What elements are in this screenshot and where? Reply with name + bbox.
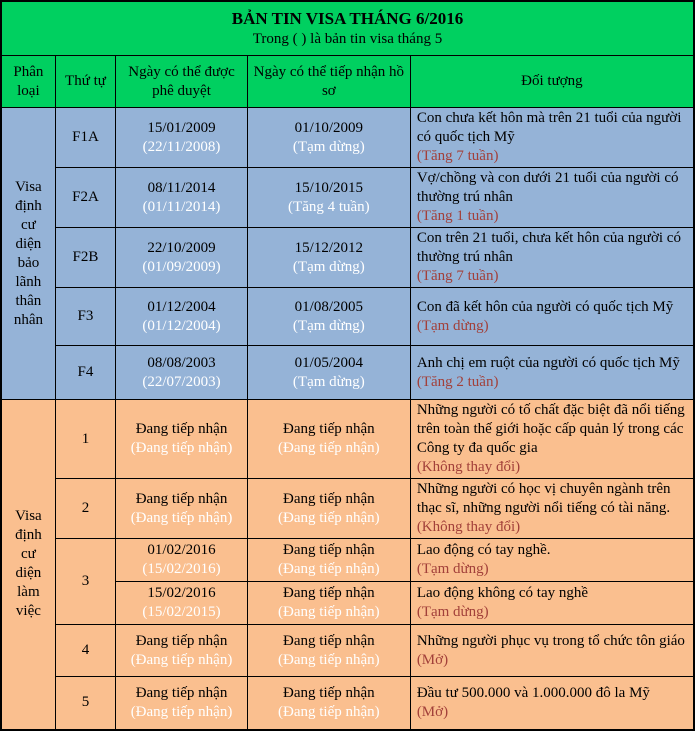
approval-status: Đang tiếp nhận <box>135 632 228 649</box>
category-code: F1A <box>55 108 115 168</box>
category-code: 4 <box>55 625 115 677</box>
change-note: (Mở) <box>416 651 449 668</box>
subject-text: Con trên 21 tuổi, chưa kết hôn của người có thường trú nhân <box>416 230 681 265</box>
page-title: BẢN TIN VISA THÁNG 6/2016 <box>231 9 464 28</box>
approval-cell <box>116 168 248 228</box>
subject-cell <box>410 479 694 539</box>
receipt-date: 15/12/2012 <box>294 239 364 256</box>
subject-cell <box>410 400 694 479</box>
approval-date: 08/08/2003 <box>147 354 216 371</box>
approval-prev: (Đang tiếp nhận) <box>130 509 233 526</box>
change-note: (Không thay đổi) <box>416 519 521 535</box>
subject-cell <box>410 228 694 288</box>
approval-cell <box>116 346 248 400</box>
receipt-status: Đang tiếp nhận <box>283 585 375 601</box>
subject-text: Những người có học vị chuyên ngành trên thạc sĩ, những người nổi tiếng có tài năng. <box>416 481 671 516</box>
approval-cell <box>116 400 248 479</box>
receipt-cell <box>247 400 410 479</box>
receipt-date: 01/08/2005 <box>294 298 364 315</box>
receipt-prev: (Đang tiếp nhận) <box>278 509 380 526</box>
approval-cell <box>116 677 248 730</box>
work-visa-group <box>1 400 694 730</box>
approval-prev: (Đang tiếp nhận) <box>130 703 233 720</box>
change-note: (Tạm dừng) <box>416 561 489 577</box>
change-note: (Tăng 2 tuần) <box>416 373 499 390</box>
subject-cell <box>410 539 694 582</box>
approval-status: Đang tiếp nhận <box>135 490 228 507</box>
bulletin-title <box>1 1 694 56</box>
approval-date: 15/01/2009 <box>147 119 216 136</box>
approval-prev: (22/11/2008) <box>142 138 221 155</box>
table-row-f4 <box>1 346 694 400</box>
change-note: (Mở) <box>416 703 449 720</box>
subject-text: Vợ/chồng và con dưới 21 tuổi của người có thường trú nhân <box>416 170 679 205</box>
subject-text: Con đã kết hôn của người có quốc tịch Mỹ <box>416 298 674 315</box>
approval-status: Đang tiếp nhận <box>135 421 228 437</box>
subject-cell <box>410 108 694 168</box>
header-row <box>1 56 694 108</box>
category-code: F4 <box>55 346 115 400</box>
subject-cell <box>410 346 694 400</box>
receipt-status: Đang tiếp nhận <box>283 490 375 507</box>
receipt-prev: (Tạm dừng) <box>292 138 365 155</box>
receipt-cell <box>247 228 410 288</box>
category-code: 1 <box>55 400 115 479</box>
receipt-prev: (Đang tiếp nhận) <box>278 604 380 620</box>
receipt-date: 01/10/2009 <box>294 119 364 136</box>
receipt-cell <box>247 539 410 582</box>
approval-prev: (22/07/2003) <box>142 373 221 390</box>
col-header-subject: Đối tượng <box>410 56 694 108</box>
approval-cell <box>116 479 248 539</box>
approval-cell <box>116 288 248 346</box>
category-code: F2B <box>55 228 115 288</box>
col-header-order: Thứ tự <box>55 56 115 108</box>
subject-text: Những người có tố chất đặc biệt đã nổi tiếng trên toàn thế giới hoặc cấp quản lý trong các Công ty đa quốc gia <box>416 402 685 456</box>
approval-prev: (01/09/2009) <box>142 258 221 275</box>
table-row-f2b <box>1 228 694 288</box>
receipt-date: 01/05/2004 <box>294 354 364 371</box>
subject-cell <box>410 625 694 677</box>
approval-date: 15/02/2016 <box>147 585 216 601</box>
category-code: 3 <box>55 539 115 625</box>
receipt-prev: (Đang tiếp nhận) <box>278 440 380 456</box>
table-row-e1 <box>1 400 694 479</box>
approval-prev: (Đang tiếp nhận) <box>130 440 233 456</box>
group-label-family: Visa định cư diện bảo lãnh thân nhân <box>1 108 55 400</box>
col-header-receipt-date: Ngày có thể tiếp nhận hồ sơ <box>247 56 410 108</box>
subject-text: Anh chị em ruột của người có quốc tịch Mỹ <box>416 354 680 371</box>
receipt-cell <box>247 625 410 677</box>
receipt-cell <box>247 346 410 400</box>
table-row-f1a <box>1 108 694 168</box>
receipt-prev: (Tạm dừng) <box>292 258 365 275</box>
table-row-e4 <box>1 625 694 677</box>
approval-cell <box>116 582 248 625</box>
approval-prev: (15/02/2015) <box>142 604 221 620</box>
receipt-status: Đang tiếp nhận <box>283 632 375 649</box>
receipt-prev: (Tăng 4 tuần) <box>288 198 370 215</box>
approval-date: 22/10/2009 <box>147 239 216 256</box>
receipt-status: Đang tiếp nhận <box>283 542 375 558</box>
change-note: (Tăng 7 tuần) <box>416 148 499 164</box>
change-note: (Tạm dừng) <box>416 604 489 620</box>
table-row-f3 <box>1 288 694 346</box>
change-note: (Tăng 1 tuần) <box>416 208 499 224</box>
subject-text: Lao động có tay nghề. <box>416 542 551 558</box>
approval-date: 08/11/2014 <box>147 179 216 196</box>
approval-prev: (Đang tiếp nhận) <box>130 651 233 668</box>
approval-cell <box>116 625 248 677</box>
receipt-cell <box>247 582 410 625</box>
receipt-cell <box>247 288 410 346</box>
receipt-cell <box>247 677 410 730</box>
subject-text: Con chưa kết hôn mà trên 21 tuổi của người có quốc tịch Mỹ <box>416 110 682 145</box>
approval-cell <box>116 539 248 582</box>
group-label-work: Visa định cư diện làm việc <box>1 400 55 730</box>
approval-date: 01/12/2004 <box>147 298 216 315</box>
receipt-prev: (Đang tiếp nhận) <box>278 561 380 577</box>
approval-prev: (15/02/2016) <box>142 561 221 577</box>
receipt-prev: (Tạm dừng) <box>292 317 365 334</box>
change-note: (Tăng 7 tuần) <box>416 268 499 284</box>
approval-cell <box>116 228 248 288</box>
page-subtitle: Trong ( ) là bản tin visa tháng 5 <box>252 31 443 47</box>
subject-cell <box>410 582 694 625</box>
approval-status: Đang tiếp nhận <box>135 684 228 701</box>
family-visa-group <box>1 108 694 400</box>
subject-text: Lao động không có tay nghề <box>416 585 589 601</box>
receipt-status: Đang tiếp nhận <box>283 684 375 701</box>
receipt-cell <box>247 108 410 168</box>
change-note: (Không thay đổi) <box>416 459 521 475</box>
receipt-prev: (Đang tiếp nhận) <box>278 651 380 668</box>
receipt-cell <box>247 168 410 228</box>
table-row-e5 <box>1 677 694 730</box>
category-code: 5 <box>55 677 115 730</box>
category-code: F2A <box>55 168 115 228</box>
subject-text: Đầu tư 500.000 và 1.000.000 đô la Mỹ <box>416 684 650 701</box>
col-header-approval-date: Ngày có thể được phê duyệt <box>116 56 248 108</box>
category-code: F3 <box>55 288 115 346</box>
receipt-status: Đang tiếp nhận <box>283 421 375 437</box>
subject-cell <box>410 168 694 228</box>
subject-text: Những người phục vụ trong tổ chức tôn giáo <box>416 632 685 649</box>
subject-cell <box>410 677 694 730</box>
receipt-cell <box>247 479 410 539</box>
category-code: 2 <box>55 479 115 539</box>
subject-cell <box>410 288 694 346</box>
receipt-date: 15/10/2015 <box>294 179 364 196</box>
receipt-prev: (Đang tiếp nhận) <box>278 703 380 720</box>
table-row-e3-skilled <box>1 539 694 582</box>
table-row-f2a <box>1 168 694 228</box>
approval-cell <box>116 108 248 168</box>
receipt-prev: (Tạm dừng) <box>292 373 365 390</box>
title-row <box>1 1 694 56</box>
table-row-e2 <box>1 479 694 539</box>
change-note: (Tạm dừng) <box>416 317 489 334</box>
approval-date: 01/02/2016 <box>147 542 216 558</box>
col-header-category: Phân loại <box>1 56 55 108</box>
approval-prev: (01/12/2004) <box>142 317 221 334</box>
approval-prev: (01/11/2014) <box>142 198 221 215</box>
